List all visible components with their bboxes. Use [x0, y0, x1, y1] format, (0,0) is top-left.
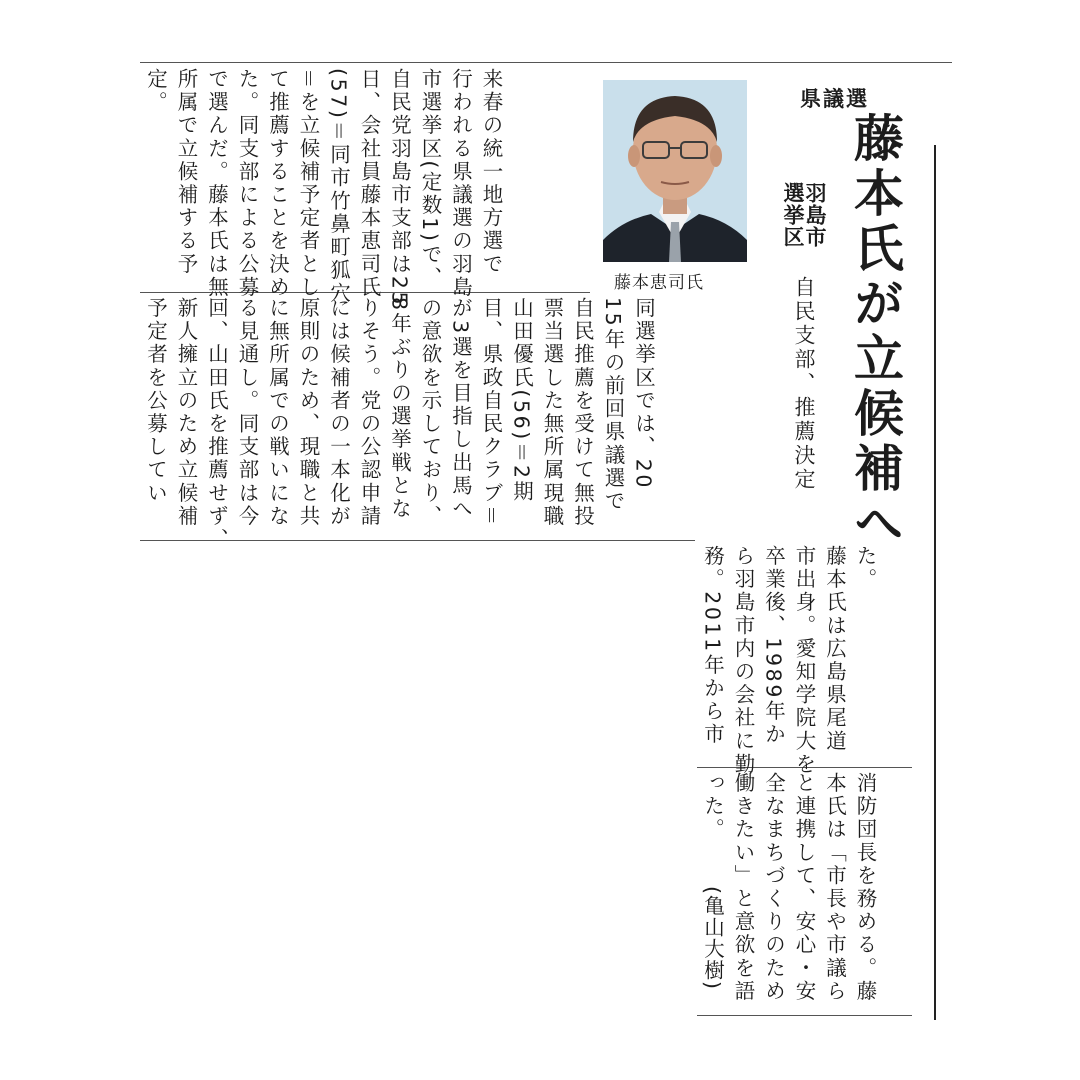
- body-text-tier2-right: た。 藤本氏は広島県尾道 市出身。愛知学院大を 卒業後、1989年か ら羽島市内の会社に勤 務。2011年から市: [700, 545, 877, 776]
- byline: (亀山大樹): [700, 886, 725, 990]
- subheadline-area: 羽島市 選挙区: [781, 182, 827, 248]
- subheadline: 自民支部、推薦決定: [792, 276, 816, 492]
- photo-caption: 藤本恵司氏: [614, 273, 704, 293]
- kicker-label: 県議選: [800, 87, 869, 111]
- portrait-illustration: [603, 80, 747, 262]
- body-text-tier3: 消防団長を務める。藤 本氏は「市長や市議ら と連携して、安心・安 全なまちづくりのため 働きたい」と意欲を語 った。: [700, 772, 877, 1003]
- bottom-rule: [697, 1015, 912, 1016]
- portrait-photo: [603, 80, 747, 262]
- column-divider: [934, 145, 936, 1020]
- top-rule: [140, 62, 952, 63]
- body-text-tier2-left: 同選挙区では、20 15年の前回県議選で 自民推薦を受けて無投 票当選した無所属現職 山田優氏(56)＝2期 目、県政自民クラブ＝ が3選を目指し出馬へ の意欲を示しており、 8年ぶりの選挙戦とな りそう。党の公認申請 には候補者の一本化が 原則のため、現職と共 に無所属での戦いにな る見通し。同支部は今 回、山田氏を推薦せず、 新人擁立のため立候補 予定者を公募してい: [143, 297, 656, 552]
- body-text-tier1: 来春の統一地方選で 行われる県議選の羽島 市選挙区(定数1)で、 自民党羽島市支部は25 日、会社員藤本恵司氏 (57)＝同市竹鼻町狐穴 ＝を立候補予定者とし て推薦することを決め た。同支部による公募 で選んだ。藤本氏は無 所属で立候補する予 定。: [143, 68, 503, 308]
- headline: 藤本氏が立候補へ: [846, 112, 904, 552]
